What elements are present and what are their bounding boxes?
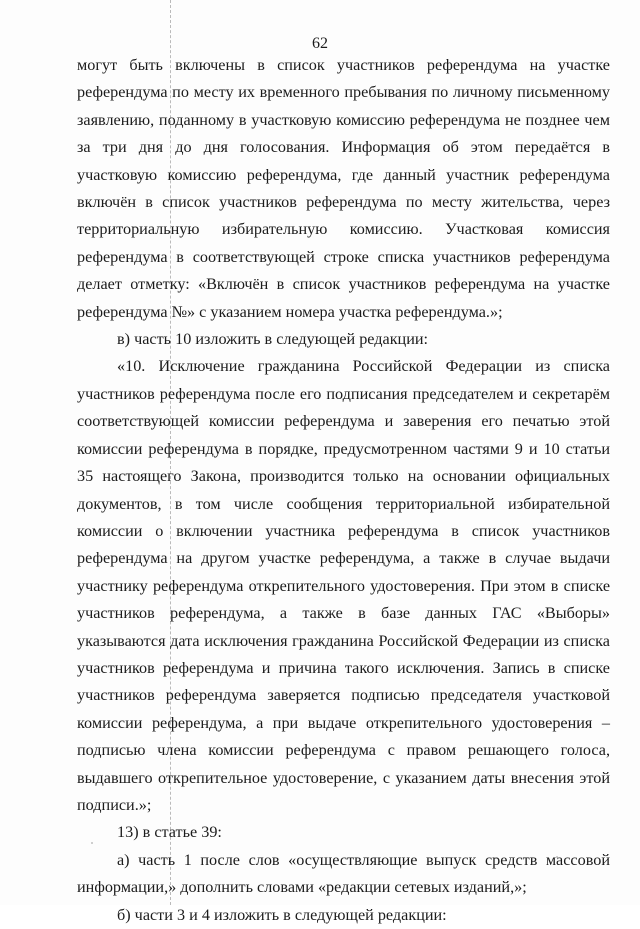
paragraph: могут быть включены в список участников референдума на участке референдума по месту их временного пребывания по личному письменному заявлению, поданному в участковую комиссию референдума не позднее чем за три дня до дня голосования. Информация об этом передаётся в участковую комиссию референдума, где данный участник референдума включён в список участников референдума по месту жительства, через территориальную избирательную комиссию. Участковая комиссия референдума в соответствующей строке списка участников референдума делает отметку: «Включён в список участников референдума на участке референдума №» с указанием номера участка референдума.»; — [77, 56, 610, 321]
paragraph: «10. Исключение гражданина Российской Федерации из списка участников референдума после его подписания председателем и секретарём соответствующей комиссии референдума и заверения его печатью этой комиссии референдума в порядке, предусмотренном частями 9 и 10 статьи 35 настоящего Закона, производится только на основании официальных документов, в том числе сообщения территориальной избирательной комиссии о включении участника референдума в список участников референдума на другом участке референдума, а также в случае выдачи участнику референдума открепительного удостоверения. При этом в списке участников референдума, а также в базе данных ГАС «Выборы» указываются дата исключения гражданина Российской Федерации из списка участников референдума и причина такого исключения. Запись в списке участников референдума заверяется подписью председателя участковой комиссии референдума, а при выдаче открепительного удостоверения – подписью члена комиссии референдума с правом решающего голоса, выдавшего открепительное удостоверение, с указанием даты внесения этой подписи.»; — [77, 357, 610, 814]
paragraph: 13) в статье 39: — [117, 823, 222, 842]
page-number: 62 — [312, 35, 328, 52]
paragraph: б) части 3 и 4 изложить в следующей редакции: — [117, 905, 447, 924]
document-body — [77, 52, 610, 929]
paragraph: в) часть 10 изложить в следующей редакции: — [117, 330, 429, 349]
paragraph: а) часть 1 после слов «осуществляющие выпуск средств массовой информации,» дополнить словами «редакции сетевых изданий,»; — [77, 850, 610, 897]
